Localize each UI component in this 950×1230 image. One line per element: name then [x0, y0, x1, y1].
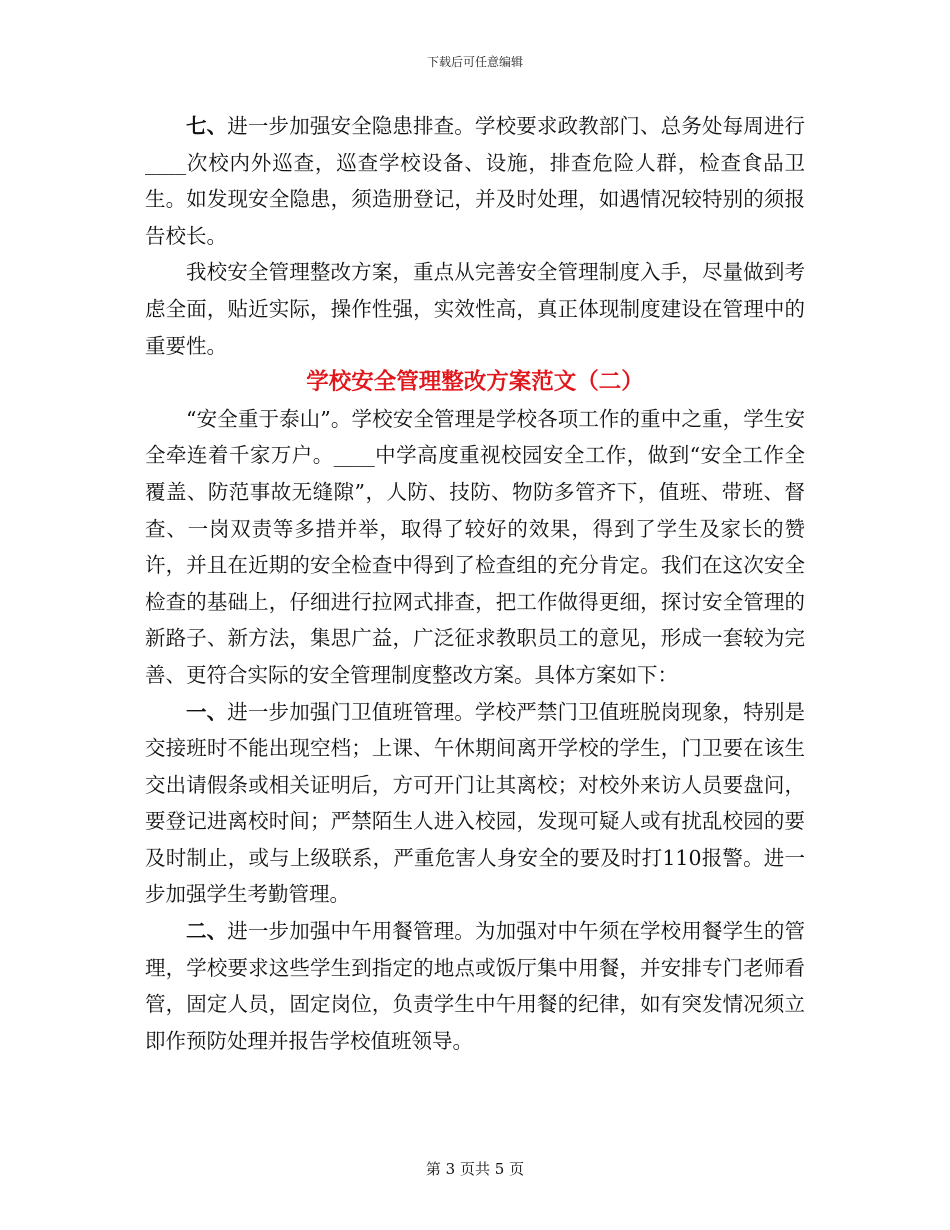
- paragraph-text: 我校安全管理整改方案，重点从完善安全管理制度入手，尽量做到考虑全面，贴近实际，操作性强，实效性高，真正体现制度建设在管理中的重要性。: [145, 260, 805, 358]
- paragraph-text: 进一步加强安全隐患排查。学校要求政教部门、总务处每周进行____次校内外巡查，巡查学校设备、设施，排查危险人群，检查食品卫生。如发现安全隐患，须造册登记，并及时处理，如遇情况较特别的须报告校长。: [145, 114, 806, 248]
- section-title: 学校安全管理整改方案范文（二）: [306, 369, 644, 396]
- paragraph-text: “安全重于泰山”。学校安全管理是学校各项工作的重中之重，学生安全牵连着千家万户。____中学高度重视校园安全工作，做到“安全工作全覆盖、防范事故无缝隙”，人防、技防、物防多管齐下，值班、带班、督查、一岗双责等多措并举，取得了较好的效果，得到了学生及家长的赞许，并且在近期的安全检查中得到了检查组的充分肯定。我们在这次安全检查的基础上，仔细进行拉网式排查，把工作做得更细，探讨安全管理的新路子、新方法，集思广益，广泛征求教职员工的意见，形成一套较为完善、更符合实际的安全管理制度整改方案。具体方案如下：: [145, 406, 805, 687]
- paragraph-summary: [145, 254, 805, 364]
- paragraph-item-seven: [145, 108, 805, 254]
- paragraph-item-two: [145, 913, 805, 1059]
- paragraph-lead: 七、: [186, 114, 228, 138]
- paragraph-lead: 二、: [186, 919, 228, 944]
- page-header: 下载后可任意编辑: [426, 55, 523, 69]
- paragraph-text: 进一步加强中午用餐管理。为加强对中午须在学校用餐学生的管理，学校要求这些学生到指定的地点或饭厅集中用餐，并安排专门老师看管，固定人员，固定岗位，负责学生中午用餐的纪律，如有突发情况须立即作预防处理并报告学校值班领导。: [145, 919, 806, 1053]
- paragraph-item-one: [145, 694, 805, 914]
- paragraph-text: 进一步加强门卫值班管理。学校严禁门卫值班脱岗现象，特别是交接班时不能出现空档；上课、午休期间离开学校的学生，门卫要在该生交出请假条或相关证明后，方可开门让其离校；对校外来访人员要盘问，要登记进离校时间；严禁陌生人进入校园，发现可疑人或有扰乱校园的要及时制止，或与上级联系，严重危害人身安全的要及时打110报警。进一步加强学生考勤管理。: [145, 699, 806, 907]
- page-footer: 第 3 页共 5 页: [425, 1160, 525, 1178]
- paragraph-lead: 一、: [186, 699, 228, 724]
- paragraph-intro: [145, 401, 805, 694]
- document-body: [145, 108, 805, 1059]
